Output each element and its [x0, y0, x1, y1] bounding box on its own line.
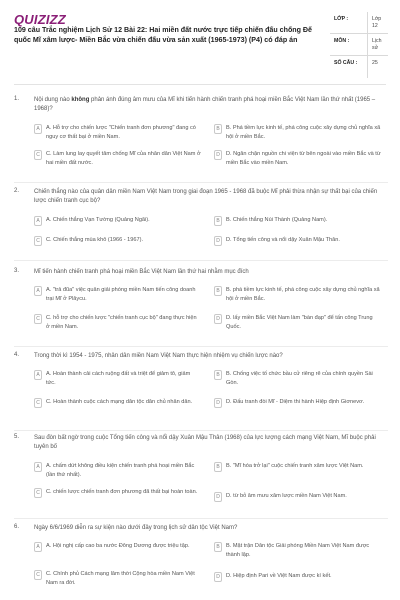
option-letter-box: B: [214, 370, 222, 380]
option-letter-box: C: [34, 398, 42, 408]
option-letter-box: D: [214, 150, 222, 160]
option-text: C. Hoàn thành cuộc cách mạng dân tộc dân chủ nhân dân.: [46, 399, 193, 405]
option-text: B. "Mĩ hóa trở lại" cuộc chiến tranh xâm lược Việt Nam.: [226, 463, 364, 469]
option-text: C. hỗ trợ cho chiến lược "chiến tranh cục bộ" đang thực hiện ở miền Nam.: [46, 315, 197, 330]
question-separator: [14, 518, 388, 519]
option-letter-box: D: [214, 314, 222, 324]
option-text: A. Hoàn thành cải cách ruộng đất và triệt để giảm tô, giảm tức.: [46, 371, 191, 386]
option-letter-box: A: [34, 286, 42, 296]
meta-value-subject: Lịch sử: [372, 38, 382, 52]
option-text: C. Làm lung lay quyết tâm chống Mĩ của nhân dân Việt Nam ở hai miền đất nước.: [46, 151, 201, 166]
option-letter-box: B: [214, 542, 222, 552]
header-divider: [14, 84, 386, 85]
option-letter-box: A: [34, 462, 42, 472]
meta-value-grade: Lớp 12: [372, 16, 382, 30]
option-text: A. Hỗ trợ cho chiến lược "Chiến tranh đơn phương" đang có nguy cơ thất bại ở miền Nam.: [46, 125, 196, 140]
option-text: D. Tổng tiến công và nổi dậy Xuân Mậu Thân.: [226, 237, 340, 243]
question-number: 1.: [14, 96, 20, 102]
quizizz-logo: QUIZIZZ: [14, 12, 66, 27]
meta-label-count: SỐ CÂU :: [334, 60, 358, 66]
question-separator: [14, 182, 388, 183]
worksheet-title: 109 câu Trắc nghiệm Lịch Sử 12 Bài 22: Hai miền đất nước trực tiếp chiến đấu chống Đế quốc Mĩ xâm lược- Miền Bắc vừa chiến đấu vừa sản xuất (1965-1973) (P4) có đáp án: [14, 26, 312, 44]
option-text: C. Chính phủ Cách mạng lâm thời Cộng hòa miền Nam Việt Nam ra đời.: [46, 571, 195, 586]
option-text: A. "trả đũa" việc quân giải phóng miền Nam tiến công doanh trại Mĩ ở Plâycu.: [46, 287, 196, 302]
option-letter-box: D: [214, 492, 222, 502]
option-letter-box: B: [214, 124, 222, 134]
option-text: B. Mặt trận Dân tộc Giải phóng Miền Nam Việt Nam được thành lập.: [226, 543, 370, 558]
question-separator: [14, 430, 388, 431]
option-text: B. Chiến thắng Núi Thành (Quảng Nam).: [226, 217, 328, 223]
question-text: Ngày 6/6/1969 diễn ra sự kiện nào dưới đây trong lịch sử dân tộc Việt Nam?: [34, 525, 238, 531]
meta-row-subject: [330, 34, 388, 56]
option-letter-box: C: [34, 488, 42, 498]
option-text: D. từ bỏ âm mưu xâm lược miền Nam Việt Nam.: [226, 493, 347, 499]
option-letter-box: B: [214, 462, 222, 472]
question-text: Sau đòn bất ngờ trong cuộc Tổng tiến công và nổi dậy Xuân Mậu Thân (1968) của lực lượng cách mạng Việt Nam, Mĩ buộc phải tuyên bố: [34, 435, 376, 451]
option-text: A. Chiến thắng Vạn Tường (Quảng Ngãi).: [46, 217, 150, 223]
option-letter-box: D: [214, 572, 222, 582]
option-text: D. Đấu tranh đòi Mĩ - Diệm thi hành Hiệp định Giơnevơ.: [226, 399, 365, 405]
question-text: Mĩ tiến hành chiến tranh phá hoại miền Bắc Việt Nam lần thứ hai nhằm mục đích: [34, 269, 249, 275]
meta-label-grade: LỚP :: [334, 16, 349, 22]
option-letter-box: B: [214, 286, 222, 296]
option-letter-box: C: [34, 314, 42, 324]
meta-value-count: 25: [372, 60, 378, 66]
option-letter-box: A: [34, 370, 42, 380]
question-text: Trong thời kì 1954 - 1975, nhân dân miền Nam Việt Nam thực hiện nhiệm vụ chiến lược nào?: [34, 353, 283, 359]
option-letter-box: C: [34, 150, 42, 160]
option-letter-box: B: [214, 216, 222, 226]
option-letter-box: A: [34, 216, 42, 226]
meta-label-subject: MÔN :: [334, 38, 350, 44]
option-letter-box: A: [34, 124, 42, 134]
question-text-pre: Nội dung nào: [34, 97, 72, 103]
option-letter-box: D: [214, 398, 222, 408]
question-text: [34, 96, 384, 115]
option-text: B. Chống việc tố chức bầu cử riêng rẽ của chính quyền Sài Gòn.: [226, 371, 373, 386]
option-text: A. chấm dứt không điều kiện chiến tranh phá hoại miền Bắc (lần thứ nhất).: [46, 463, 195, 478]
option-letter-box: C: [34, 570, 42, 580]
option-letter-box: C: [34, 236, 42, 246]
question-number: 2.: [14, 188, 20, 194]
question-text-emphasis: không: [71, 97, 90, 103]
question-separator: [14, 346, 388, 347]
question-text-post: phản ánh đúng âm mưu của Mĩ khi tiến hành chiến tranh phá hoại miền Bắc Việt Nam lần thứ nhất (1965 – 1968)?: [34, 97, 376, 113]
question-number: 5.: [14, 434, 20, 440]
option-text: B. Phá tiềm lực kinh tế, phá công cuộc xây dựng chủ nghĩa xã hội ở miền Bắc.: [226, 125, 381, 140]
option-text: D. Hiệp định Pari về Việt Nam được kí kết.: [226, 573, 332, 579]
option-text: D. lấy miền Bắc Việt Nam làm "bàn đạp" để tấn công Trung Quốc.: [226, 315, 373, 330]
question-number: 6.: [14, 524, 20, 530]
option-letter-box: A: [34, 542, 42, 552]
option-text: D. Ngăn chặn nguồn chi viện từ bên ngoài vào miền Bắc và từ miền Bắc vào miền Nam.: [226, 151, 381, 166]
option-text: B. phá tiềm lực kinh tế, phá công cuộc xây dựng chủ nghĩa xã hội ở miền Bắc.: [226, 287, 380, 302]
option-text: A. Hội nghị cấp cao ba nước Đông Dương được triệu tập.: [46, 543, 190, 549]
option-text: C. chiến lược chiến tranh đơn phương đã thất bại hoàn toàn.: [46, 489, 198, 495]
question-number: 4.: [14, 352, 20, 358]
question-number: 3.: [14, 268, 20, 274]
meta-row-grade: [330, 12, 388, 34]
question-separator: [14, 260, 388, 261]
option-text: C. Chiến thắng mùa khô (1966 - 1967).: [46, 237, 144, 243]
meta-row-count: [330, 56, 388, 78]
worksheet-meta-table: [330, 12, 388, 78]
question-text: Chiến thắng nào của quân dân miền Nam Việt Nam trong giai đoạn 1965 - 1968 đã buộc Mĩ phải thừa nhận sự thất bại của chiến lược chiến tranh cục bộ?: [34, 189, 378, 205]
option-letter-box: D: [214, 236, 222, 246]
